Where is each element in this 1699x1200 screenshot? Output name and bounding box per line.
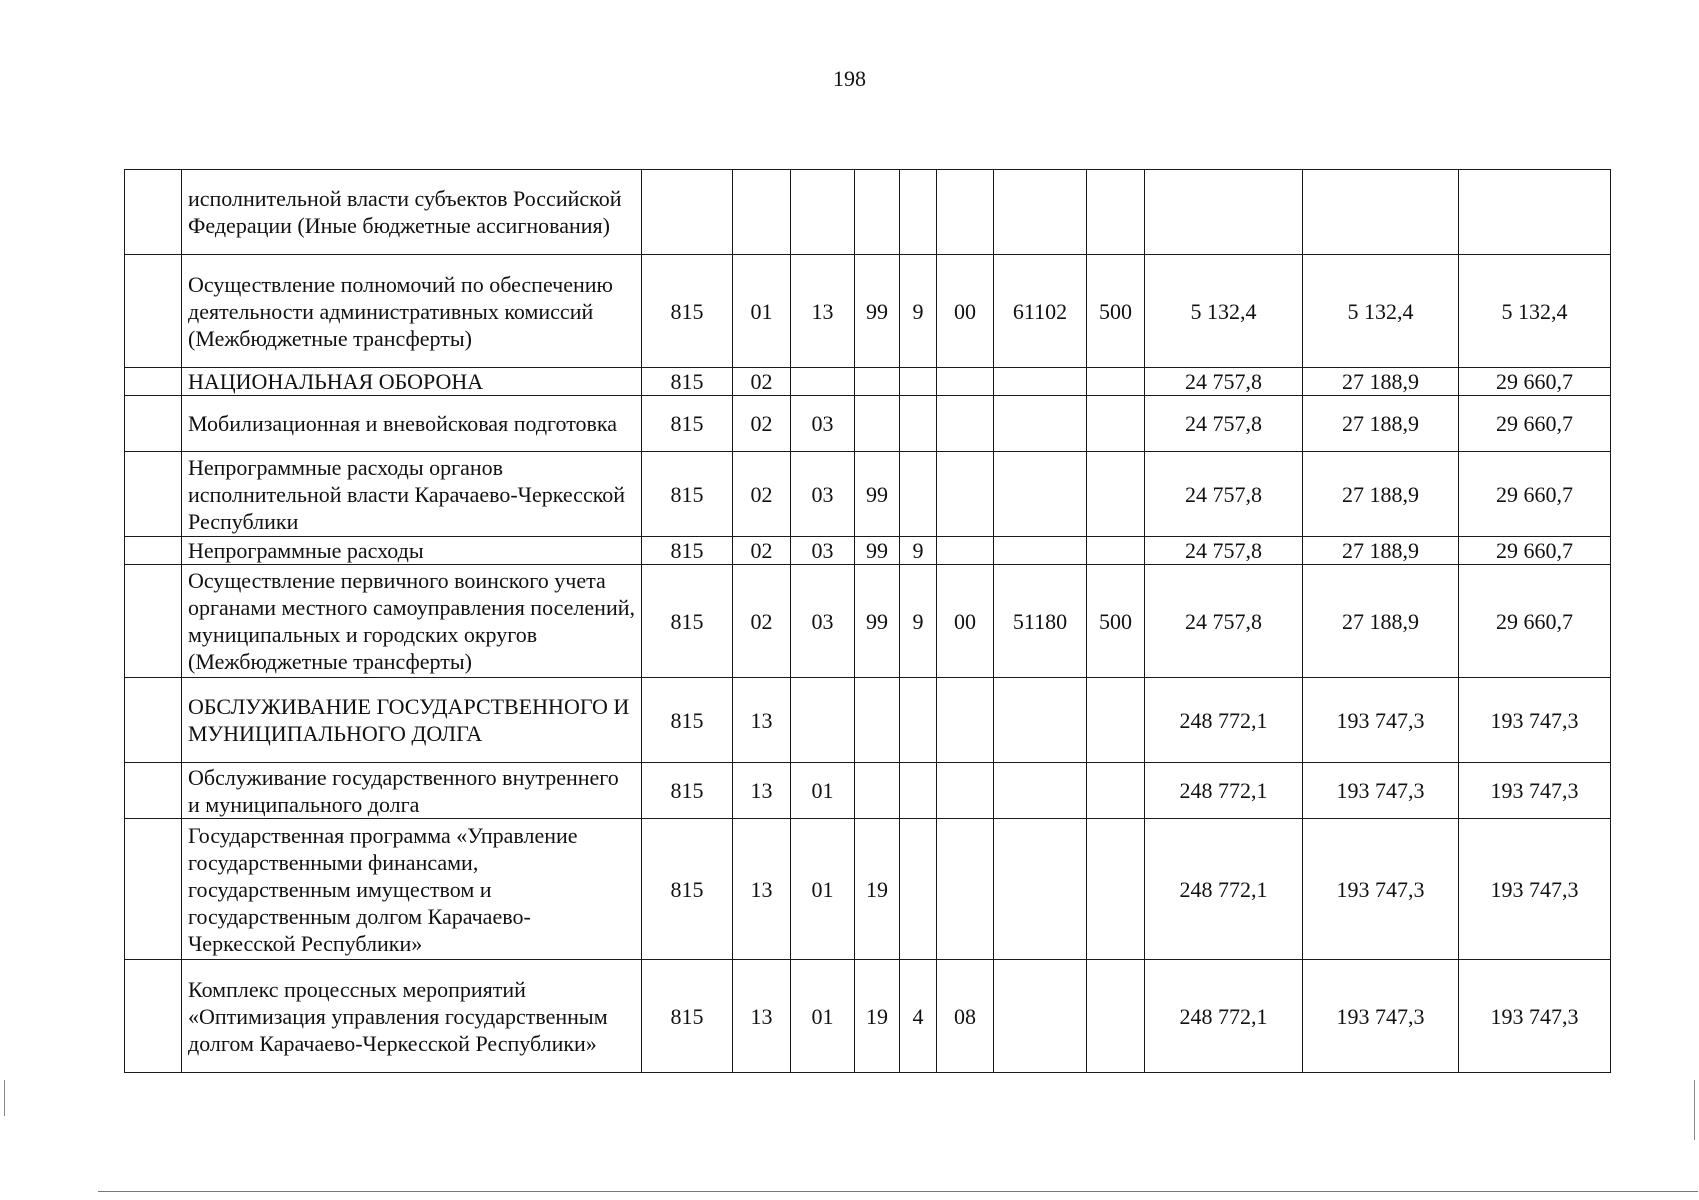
code-cell: 13 [733,763,791,819]
code-cell: 4 [900,960,937,1073]
code-cell [791,368,855,396]
page-number: 198 [833,66,866,91]
code-cell [855,763,900,819]
code-cell [994,170,1087,255]
code-cell: 03 [791,452,855,537]
code-cell: 03 [791,537,855,565]
code-cell [733,170,791,255]
code-cell [937,368,994,396]
row-number-cell [125,960,182,1073]
code-cell [1087,537,1145,565]
code-cell [1087,819,1145,960]
amount-cell: 193 747,3 [1303,763,1459,819]
amount-cell: 27 188,9 [1303,368,1459,396]
code-cell [900,368,937,396]
code-cell [937,763,994,819]
code-cell [855,368,900,396]
amount-cell: 248 772,1 [1145,678,1303,763]
row-number-cell [125,170,182,255]
amount-cell: 29 660,7 [1459,452,1611,537]
amount-cell: 27 188,9 [1303,537,1459,565]
amount-cell: 248 772,1 [1145,819,1303,960]
item-name-cell: исполнительной власти субъектов Российской Федерации (Иные бюджетные ассигнования) [182,170,642,255]
code-cell [994,819,1087,960]
code-cell [1087,368,1145,396]
code-cell: 02 [733,452,791,537]
code-cell: 500 [1087,255,1145,368]
code-cell: 01 [733,255,791,368]
amount-cell [1303,170,1459,255]
code-cell: 99 [855,565,900,678]
code-cell [937,396,994,452]
table-row [125,452,1611,537]
item-name-cell: НАЦИОНАЛЬНАЯ ОБОРОНА [182,368,642,396]
code-cell [994,763,1087,819]
table-row [125,565,1611,678]
code-cell [1087,170,1145,255]
row-number-cell [125,452,182,537]
row-number-cell [125,819,182,960]
code-cell: 01 [791,763,855,819]
code-cell: 99 [855,255,900,368]
amount-cell: 248 772,1 [1145,960,1303,1073]
item-name-cell: Государственная программа «Управление государственными финансами, государственным имуществом и государственным долгом Карачаево-Черкесской Республики» [182,819,642,960]
code-cell [937,537,994,565]
code-cell: 19 [855,960,900,1073]
code-cell [900,678,937,763]
code-cell: 13 [733,960,791,1073]
code-cell: 03 [791,396,855,452]
amount-cell: 5 132,4 [1459,255,1611,368]
code-cell: 13 [733,678,791,763]
amount-cell: 24 757,8 [1145,537,1303,565]
code-cell: 51180 [994,565,1087,678]
code-cell: 815 [642,255,733,368]
code-cell [900,452,937,537]
code-cell [1087,960,1145,1073]
code-cell: 815 [642,396,733,452]
item-name-cell: Непрограммные расходы органов исполнительной власти Карачаево-Черкесской Республики [182,452,642,537]
code-cell: 08 [937,960,994,1073]
amount-cell: 27 188,9 [1303,396,1459,452]
footer-rule [98,1191,1698,1192]
row-number-cell [125,565,182,678]
amount-cell: 29 660,7 [1459,368,1611,396]
item-name-cell: ОБСЛУЖИВАНИЕ ГОСУДАРСТВЕННОГО И МУНИЦИПАЛЬНОГО ДОЛГА [182,678,642,763]
code-cell: 815 [642,678,733,763]
code-cell [900,396,937,452]
code-cell: 815 [642,763,733,819]
budget-table [124,169,1611,1073]
code-cell [855,170,900,255]
code-cell: 99 [855,452,900,537]
table-row [125,960,1611,1073]
code-cell: 9 [900,537,937,565]
item-name-cell: Обслуживание государственного внутреннего и муниципального долга [182,763,642,819]
code-cell [1087,763,1145,819]
code-cell [1087,678,1145,763]
code-cell: 815 [642,368,733,396]
item-name-cell: Непрограммные расходы [182,537,642,565]
amount-cell: 24 757,8 [1145,396,1303,452]
table-row [125,368,1611,396]
code-cell: 02 [733,396,791,452]
code-cell: 19 [855,819,900,960]
code-cell: 9 [900,255,937,368]
code-cell: 9 [900,565,937,678]
amount-cell: 27 188,9 [1303,565,1459,678]
code-cell [791,678,855,763]
code-cell [1087,452,1145,537]
code-cell: 13 [791,255,855,368]
table-row [125,678,1611,763]
table-row [125,396,1611,452]
code-cell [994,678,1087,763]
row-number-cell [125,537,182,565]
amount-cell: 29 660,7 [1459,537,1611,565]
amount-cell: 193 747,3 [1303,960,1459,1073]
item-name-cell: Осуществление полномочий по обеспечению деятельности административных комиссий (Межбюджетные трансферты) [182,255,642,368]
amount-cell: 24 757,8 [1145,565,1303,678]
code-cell [994,452,1087,537]
table-row [125,819,1611,960]
amount-cell: 29 660,7 [1459,565,1611,678]
code-cell: 815 [642,819,733,960]
code-cell [855,396,900,452]
code-cell: 01 [791,819,855,960]
code-cell [937,819,994,960]
item-name-cell: Комплекс процессных мероприятий «Оптимизация управления государственным долгом Карачаево-Черкесской Республики» [182,960,642,1073]
amount-cell: 193 747,3 [1459,819,1611,960]
row-number-cell [125,763,182,819]
code-cell: 03 [791,565,855,678]
table-row [125,537,1611,565]
row-number-cell [125,396,182,452]
code-cell: 500 [1087,565,1145,678]
code-cell: 815 [642,452,733,537]
code-cell [900,763,937,819]
amount-cell: 193 747,3 [1459,763,1611,819]
code-cell [937,452,994,537]
amount-cell: 193 747,3 [1303,678,1459,763]
code-cell [937,170,994,255]
amount-cell: 193 747,3 [1459,678,1611,763]
code-cell [994,396,1087,452]
code-cell: 01 [791,960,855,1073]
amount-cell: 24 757,8 [1145,452,1303,537]
amount-cell: 193 747,3 [1303,819,1459,960]
row-number-cell [125,255,182,368]
code-cell [791,170,855,255]
code-cell: 815 [642,565,733,678]
amount-cell: 24 757,8 [1145,368,1303,396]
amount-cell: 248 772,1 [1145,763,1303,819]
scan-mark [4,1080,5,1116]
code-cell [994,368,1087,396]
code-cell [994,960,1087,1073]
item-name-cell: Осуществление первичного воинского учета органами местного самоуправления поселений, муниципальных и городских округов (Межбюджетные трансферты) [182,565,642,678]
row-number-cell [125,678,182,763]
amount-cell: 5 132,4 [1145,255,1303,368]
code-cell: 815 [642,960,733,1073]
code-cell [937,678,994,763]
code-cell [642,170,733,255]
code-cell: 00 [937,255,994,368]
scan-mark [1694,1080,1695,1140]
amount-cell: 27 188,9 [1303,452,1459,537]
amount-cell [1459,170,1611,255]
code-cell [1087,396,1145,452]
code-cell [900,819,937,960]
code-cell: 99 [855,537,900,565]
table-row [125,170,1611,255]
table-row [125,763,1611,819]
row-number-cell [125,368,182,396]
item-name-cell: Мобилизационная и вневойсковая подготовка [182,396,642,452]
amount-cell: 193 747,3 [1459,960,1611,1073]
code-cell: 02 [733,565,791,678]
amount-cell: 5 132,4 [1303,255,1459,368]
code-cell [994,537,1087,565]
code-cell: 815 [642,537,733,565]
amount-cell [1145,170,1303,255]
code-cell: 00 [937,565,994,678]
code-cell: 61102 [994,255,1087,368]
code-cell: 02 [733,368,791,396]
code-cell [900,170,937,255]
code-cell [855,678,900,763]
code-cell: 02 [733,537,791,565]
table-row [125,255,1611,368]
amount-cell: 29 660,7 [1459,396,1611,452]
code-cell: 13 [733,819,791,960]
